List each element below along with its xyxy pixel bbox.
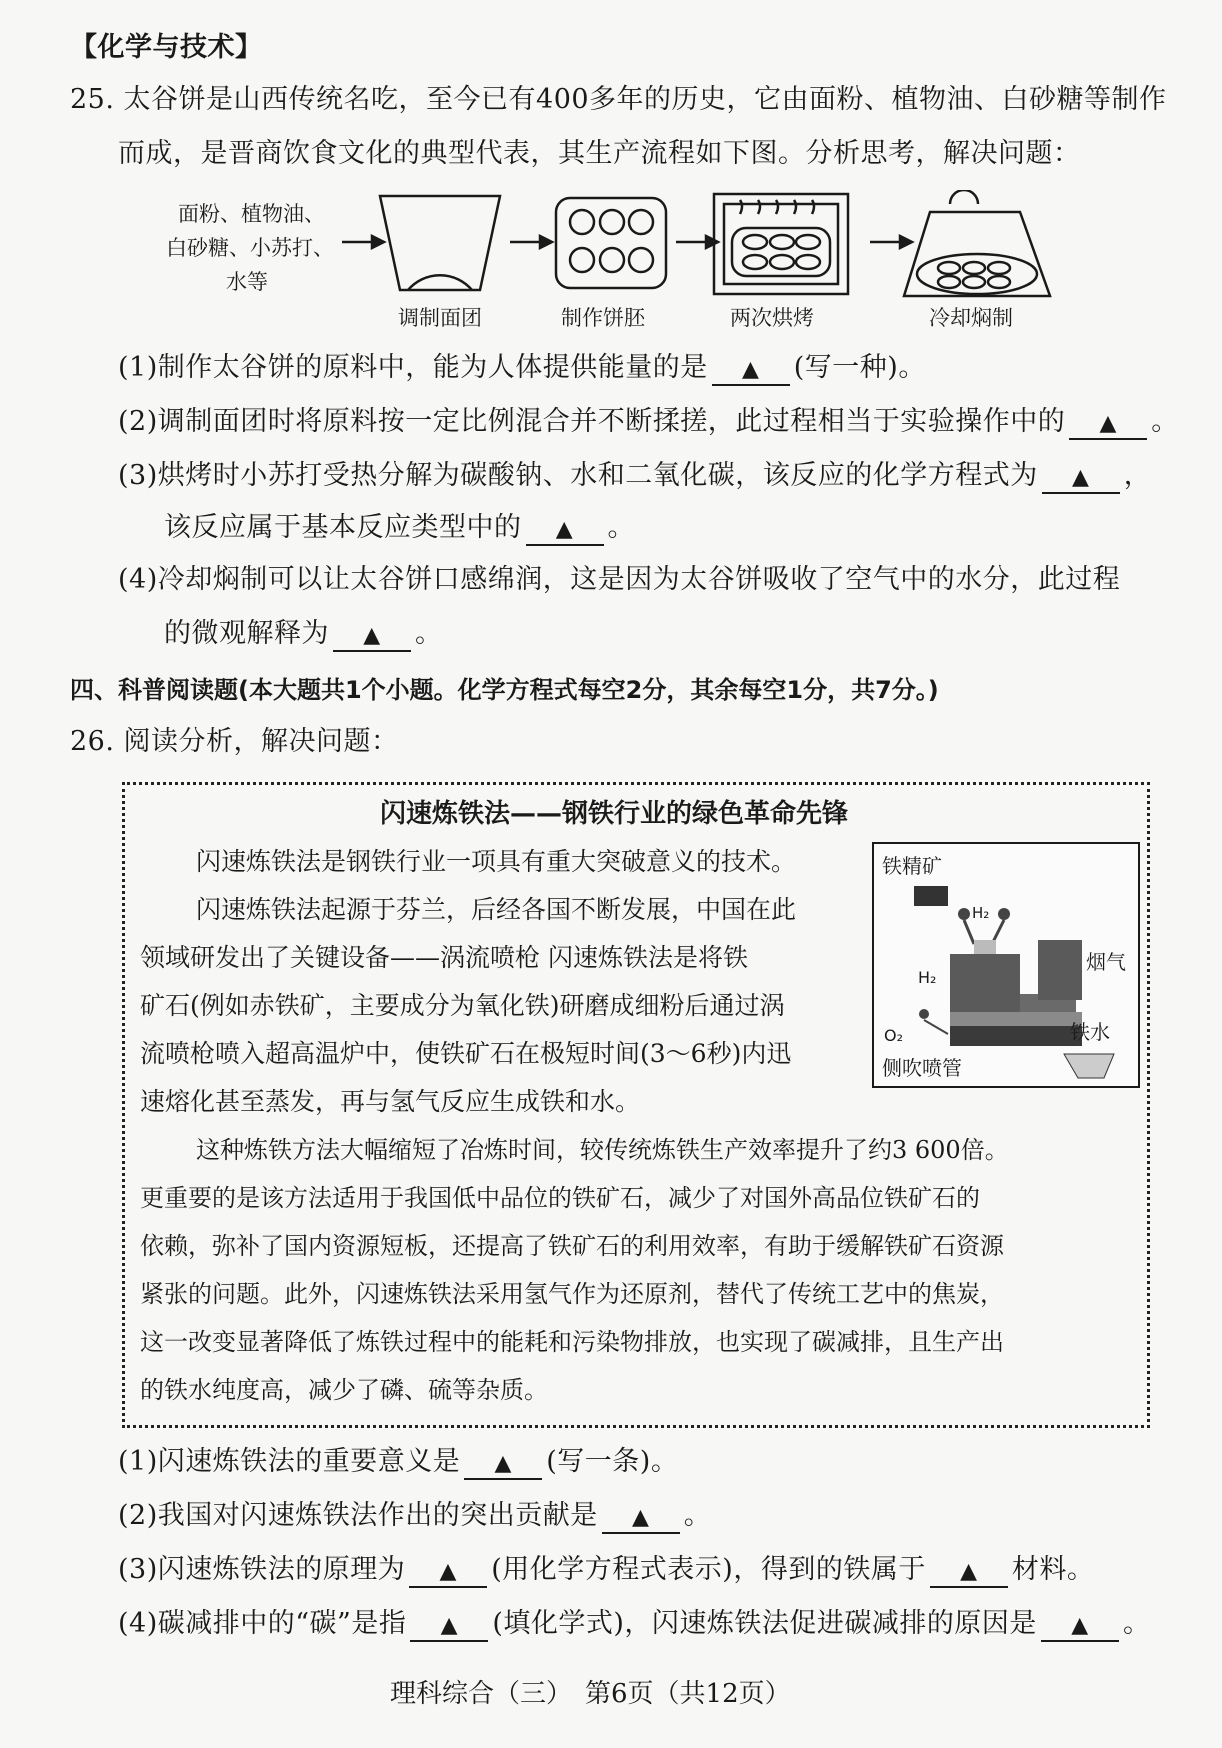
flow-step-label: 调制面团	[398, 306, 482, 330]
container-handle	[950, 190, 978, 204]
q25-sub1: (1)制作太谷饼的原料中，能为人体提供能量的是 ▲ (写一种)。	[118, 350, 926, 386]
article-line: 领域研发出了关键设备——涡流喷枪 闪速炼铁法是将铁	[140, 943, 748, 972]
q25-sub2: (2)调制面团时将原料按一定比例混合并不断揉搓，此过程相当于实验操作中的 ▲ 。	[118, 404, 1179, 440]
flow-step-label: 制作饼胚	[561, 306, 645, 330]
article-line: 紧张的问题。此外，闪速炼铁法采用氢气作为还原剂，替代了传统工艺中的焦炭，	[140, 1280, 1004, 1308]
q25-stem-line1: 25. 太谷饼是山西传统名吃，至今已有400多年的历史，它由面粉、植物油、白砂糖等制作	[70, 84, 1167, 115]
flow-ingredient-line: 白砂糖、小苏打、	[166, 236, 334, 260]
answer-blank[interactable]: ▲	[526, 516, 604, 546]
dough-icon	[408, 275, 472, 290]
q25-sub3-line2: 该反应属于基本反应类型中的 ▲ 。	[164, 510, 635, 546]
flue-stack	[1038, 940, 1082, 1000]
label-ore: 铁精矿	[882, 854, 942, 878]
flow-drawing	[330, 190, 1160, 320]
answer-blank[interactable]: ▲	[1042, 464, 1120, 494]
article-line: 流喷枪喷入超高温炉中，使铁矿石在极短时间(3～6秒)内迅	[140, 1039, 792, 1068]
answer-blank[interactable]: ▲	[409, 1558, 487, 1588]
label-iron: 铁水	[1070, 1020, 1110, 1044]
q25-sub3: (3)烘烤时小苏打受热分解为碳酸钠、水和二氧化碳，该反应的化学方程式为 ▲ ，	[118, 458, 1151, 494]
flow-ingredient-line: 水等	[226, 270, 268, 294]
label-h2-top: H₂	[972, 904, 990, 922]
label-smoke: 烟气	[1086, 950, 1126, 974]
answer-blank[interactable]: ▲	[1069, 410, 1147, 440]
article-line: 这一改变显著降低了炼铁过程中的能耗和污染物排放，也实现了碳减排，且生产出	[140, 1328, 1004, 1356]
label-o2: O₂	[884, 1026, 904, 1045]
answer-blank[interactable]: ▲	[410, 1612, 488, 1642]
tray-icon	[556, 198, 666, 288]
article-line: 的铁水纯度高，减少了磷、硫等杂质。	[140, 1376, 548, 1404]
q26-sub3: (3)闪速炼铁法的原理为 ▲ (用化学方程式表示)，得到的铁属于 ▲ 材料。	[118, 1552, 1094, 1588]
q25-sub4-line1: (4)冷却焖制可以让太谷饼口感绵润，这是因为太谷饼吸收了空气中的水分，此过程	[118, 564, 1121, 595]
flow-step-label: 冷却焖制	[929, 306, 1013, 330]
answer-blank[interactable]: ▲	[712, 356, 790, 386]
flow-step-label: 两次烘烤	[730, 306, 814, 330]
answer-blank[interactable]: ▲	[602, 1504, 680, 1534]
oven-icon	[714, 194, 848, 294]
q26-sub2: (2)我国对闪速炼铁法作出的突出贡献是 ▲ 。	[118, 1498, 711, 1534]
article-line: 速熔化甚至蒸发，再与氢气反应生成铁和水。	[140, 1087, 641, 1116]
article-line: 闪速炼铁法是钢铁行业一项具有重大突破意义的技术。	[196, 847, 797, 876]
q26-sub4: (4)碳减排中的“碳”是指 ▲ (填化学式)，闪速炼铁法促进碳减排的原因是 ▲ 。	[118, 1606, 1150, 1642]
answer-blank[interactable]: ▲	[1041, 1612, 1119, 1642]
q26-stem: 26. 阅读分析，解决问题：	[70, 726, 399, 757]
label-h2-side: H₂	[918, 968, 937, 987]
section-header: 【化学与技术】	[70, 32, 263, 63]
article-title: 闪速炼铁法——钢铁行业的绿色革命先锋	[380, 799, 849, 829]
article-line: 矿石(例如赤铁矿，主要成分为氧化铁)研磨成细粉后通过涡	[140, 991, 785, 1020]
flow-ingredient-line: 面粉、植物油、	[178, 202, 325, 226]
section4-header: 四、科普阅读题(本大题共1个小题。化学方程式每空2分，其余每空1分，共7分。)	[70, 676, 939, 704]
label-nozzle: 侧吹喷管	[882, 1056, 962, 1080]
answer-blank[interactable]: ▲	[333, 622, 411, 652]
article-line: 这种炼铁方法大幅缩短了冶炼时间，较传统炼铁生产效率提升了约3 600倍。	[196, 1136, 1009, 1164]
article-line: 闪速炼铁法起源于芬兰，后经各国不断发展，中国在此	[196, 895, 797, 924]
ore-hopper	[914, 886, 948, 906]
article-line: 依赖，弥补了国内资源短板，还提高了铁矿石的利用效率，有助于缓解铁矿石资源	[140, 1232, 1004, 1260]
answer-blank[interactable]: ▲	[464, 1450, 542, 1480]
page-footer: 理科综合（三） 第6页（共12页）	[390, 1679, 791, 1709]
q26-sub1: (1)闪速炼铁法的重要意义是 ▲ (写一条)。	[118, 1444, 678, 1480]
arrow-head	[372, 236, 384, 248]
furnace-diagram	[872, 842, 1140, 1088]
article-line: 更重要的是该方法适用于我国低中品位的铁矿石，减少了对国外高品位铁矿石的	[140, 1184, 980, 1212]
iron-ladle	[1064, 1054, 1114, 1078]
answer-blank[interactable]: ▲	[930, 1558, 1008, 1588]
q25-stem-line2: 而成，是晋商饮食文化的典型代表，其生产流程如下图。分析思考，解决问题：	[118, 138, 1081, 169]
q25-sub4-line2: 的微观解释为 ▲ 。	[164, 616, 443, 652]
